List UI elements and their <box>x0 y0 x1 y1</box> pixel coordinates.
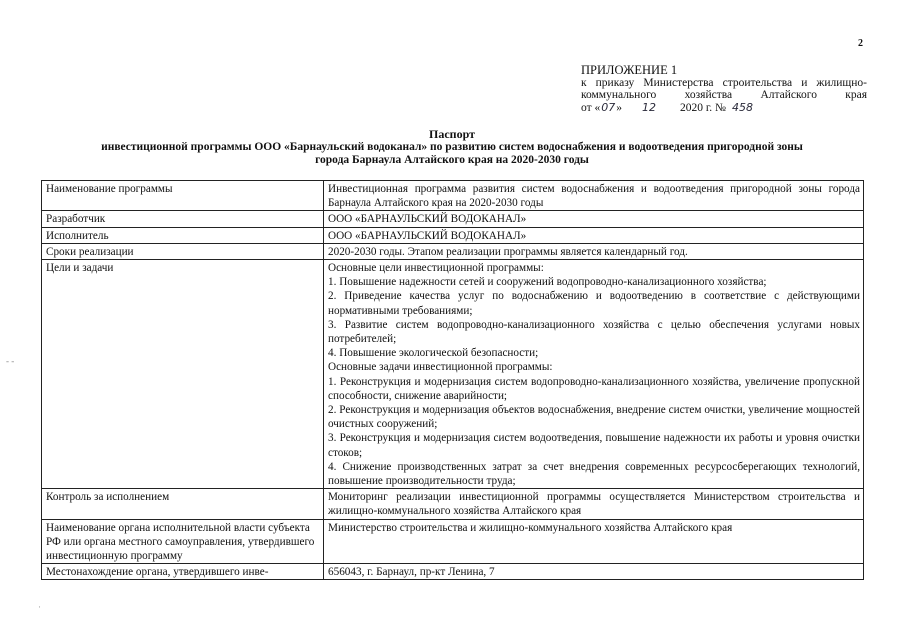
table-row <box>42 489 864 519</box>
handwritten-number: 458 <box>732 100 754 114</box>
table-row <box>42 260 864 489</box>
row-value-line: Мониторинг реализации инвестиционной программы осуществляется Министерством строительства и жилищно-коммунального хозяйства Алтайского края <box>328 491 860 518</box>
row-value <box>324 519 864 564</box>
margin-mark: - - <box>6 356 15 366</box>
row-label: Контроль за исполнением <box>42 489 324 519</box>
row-value-line: 3. Развитие систем водопроводно-канализационного хозяйства с целью обеспечения услугами новых потребителей; <box>328 318 860 346</box>
appendix-date-line <box>581 102 867 115</box>
row-value-line: Министерство строительства и жилищно-коммунального хозяйства Алтайского края <box>328 521 733 534</box>
appendix-line-2: коммунального хозяйства Алтайского края <box>581 89 867 101</box>
row-label: Цели и задачи <box>42 260 324 489</box>
row-label: Наименование программы <box>42 181 324 211</box>
appendix-title: ПРИЛОЖЕНИЕ 1 <box>581 63 678 77</box>
row-value-line: 656043, г. Барнаул, пр-кт Ленина, 7 <box>328 566 495 579</box>
row-value-line: ООО «БАРНАУЛЬСКИЙ ВОДОКАНАЛ» <box>328 213 527 226</box>
table-row <box>42 181 864 211</box>
table-row <box>42 243 864 259</box>
passport-table <box>41 180 864 580</box>
row-value-line: Основные цели инвестиционной программы: <box>328 262 544 275</box>
page-number: 2 <box>858 38 863 49</box>
row-value-line: 1. Реконструкция и модернизация систем водопроводно-канализационного хозяйства, увеличение пропускной способности, снижение аварийности; <box>328 375 860 402</box>
row-value <box>324 181 864 211</box>
row-label: Разработчик <box>42 211 324 227</box>
passport-title-block <box>20 128 884 167</box>
row-value <box>324 260 864 489</box>
date-mid: » <box>616 101 622 114</box>
row-value <box>324 211 864 227</box>
table-row <box>42 211 864 227</box>
row-value-line: Основные задачи инвестиционной программы: <box>328 361 553 374</box>
row-value-line: 4. Повышение экологической безопасности; <box>328 347 539 360</box>
row-value <box>324 227 864 243</box>
row-value-line: ООО «БАРНАУЛЬСКИЙ ВОДОКАНАЛ» <box>328 229 527 242</box>
row-value-line: 3. Реконструкция и модернизация систем водоотведения, повышение надежности их работы и уровня очистки стоков; <box>328 432 860 459</box>
appendix-block <box>581 64 867 114</box>
date-prefix: от « <box>581 101 601 114</box>
handwritten-month: 12 <box>642 100 656 114</box>
row-value-line: 2020-2030 годы. Этапом реализации программы является календарный год. <box>328 245 688 258</box>
handwritten-day: 07 <box>601 100 616 114</box>
row-value <box>324 243 864 259</box>
appendix-line-1: к приказу Министерства строительства и жилищно- <box>581 76 867 89</box>
table-row <box>42 519 864 564</box>
row-value-line: 2. Реконструкция и модернизация объектов водоснабжения, внедрение систем очистки, увеличение мощностей очистных сооружений; <box>328 404 860 431</box>
row-value <box>324 564 864 580</box>
row-label: Исполнитель <box>42 227 324 243</box>
passport-subtitle-2: города Барнаула Алтайского края на 2020-2030 годы <box>315 154 589 166</box>
passport-heading: Паспорт <box>429 127 475 141</box>
date-year: 2020 г. № <box>680 101 727 114</box>
table-row <box>42 564 864 580</box>
table-row <box>42 227 864 243</box>
passport-subtitle-1: инвестиционной программы ООО «Барнаульский водоканал» по развитию систем водоснабжения и водоотведения пригородной зоны <box>101 141 803 153</box>
row-value-line: 4. Снижение производственных затрат за счет внедрения современных ресурсосберегающих технологий, повышение производительности труда; <box>328 460 860 488</box>
row-value <box>324 489 864 519</box>
row-label: Местонахождение органа, утвердившего инве- <box>42 564 324 580</box>
row-value-line: 2. Приведение качества услуг по водоснабжению и водоотведению в соответствие с действующими нормативными требованиями; <box>328 290 860 317</box>
row-label: Сроки реализации <box>42 243 324 259</box>
row-value-line: Инвестиционная программа развития систем водоснабжения и водоотведения пригородной зоны города Барнаула Алтайского края на 2020-2030 годы <box>328 183 860 210</box>
row-label: Наименование органа исполнительной власти субъекта РФ или органа местного самоуправления, утвердившего инвестиционную программу <box>42 519 324 564</box>
row-value-line: 1. Повышение надежности сетей и сооружений водопроводно-канализационного хозяйства; <box>328 276 767 289</box>
margin-mark-2: · <box>38 602 41 612</box>
